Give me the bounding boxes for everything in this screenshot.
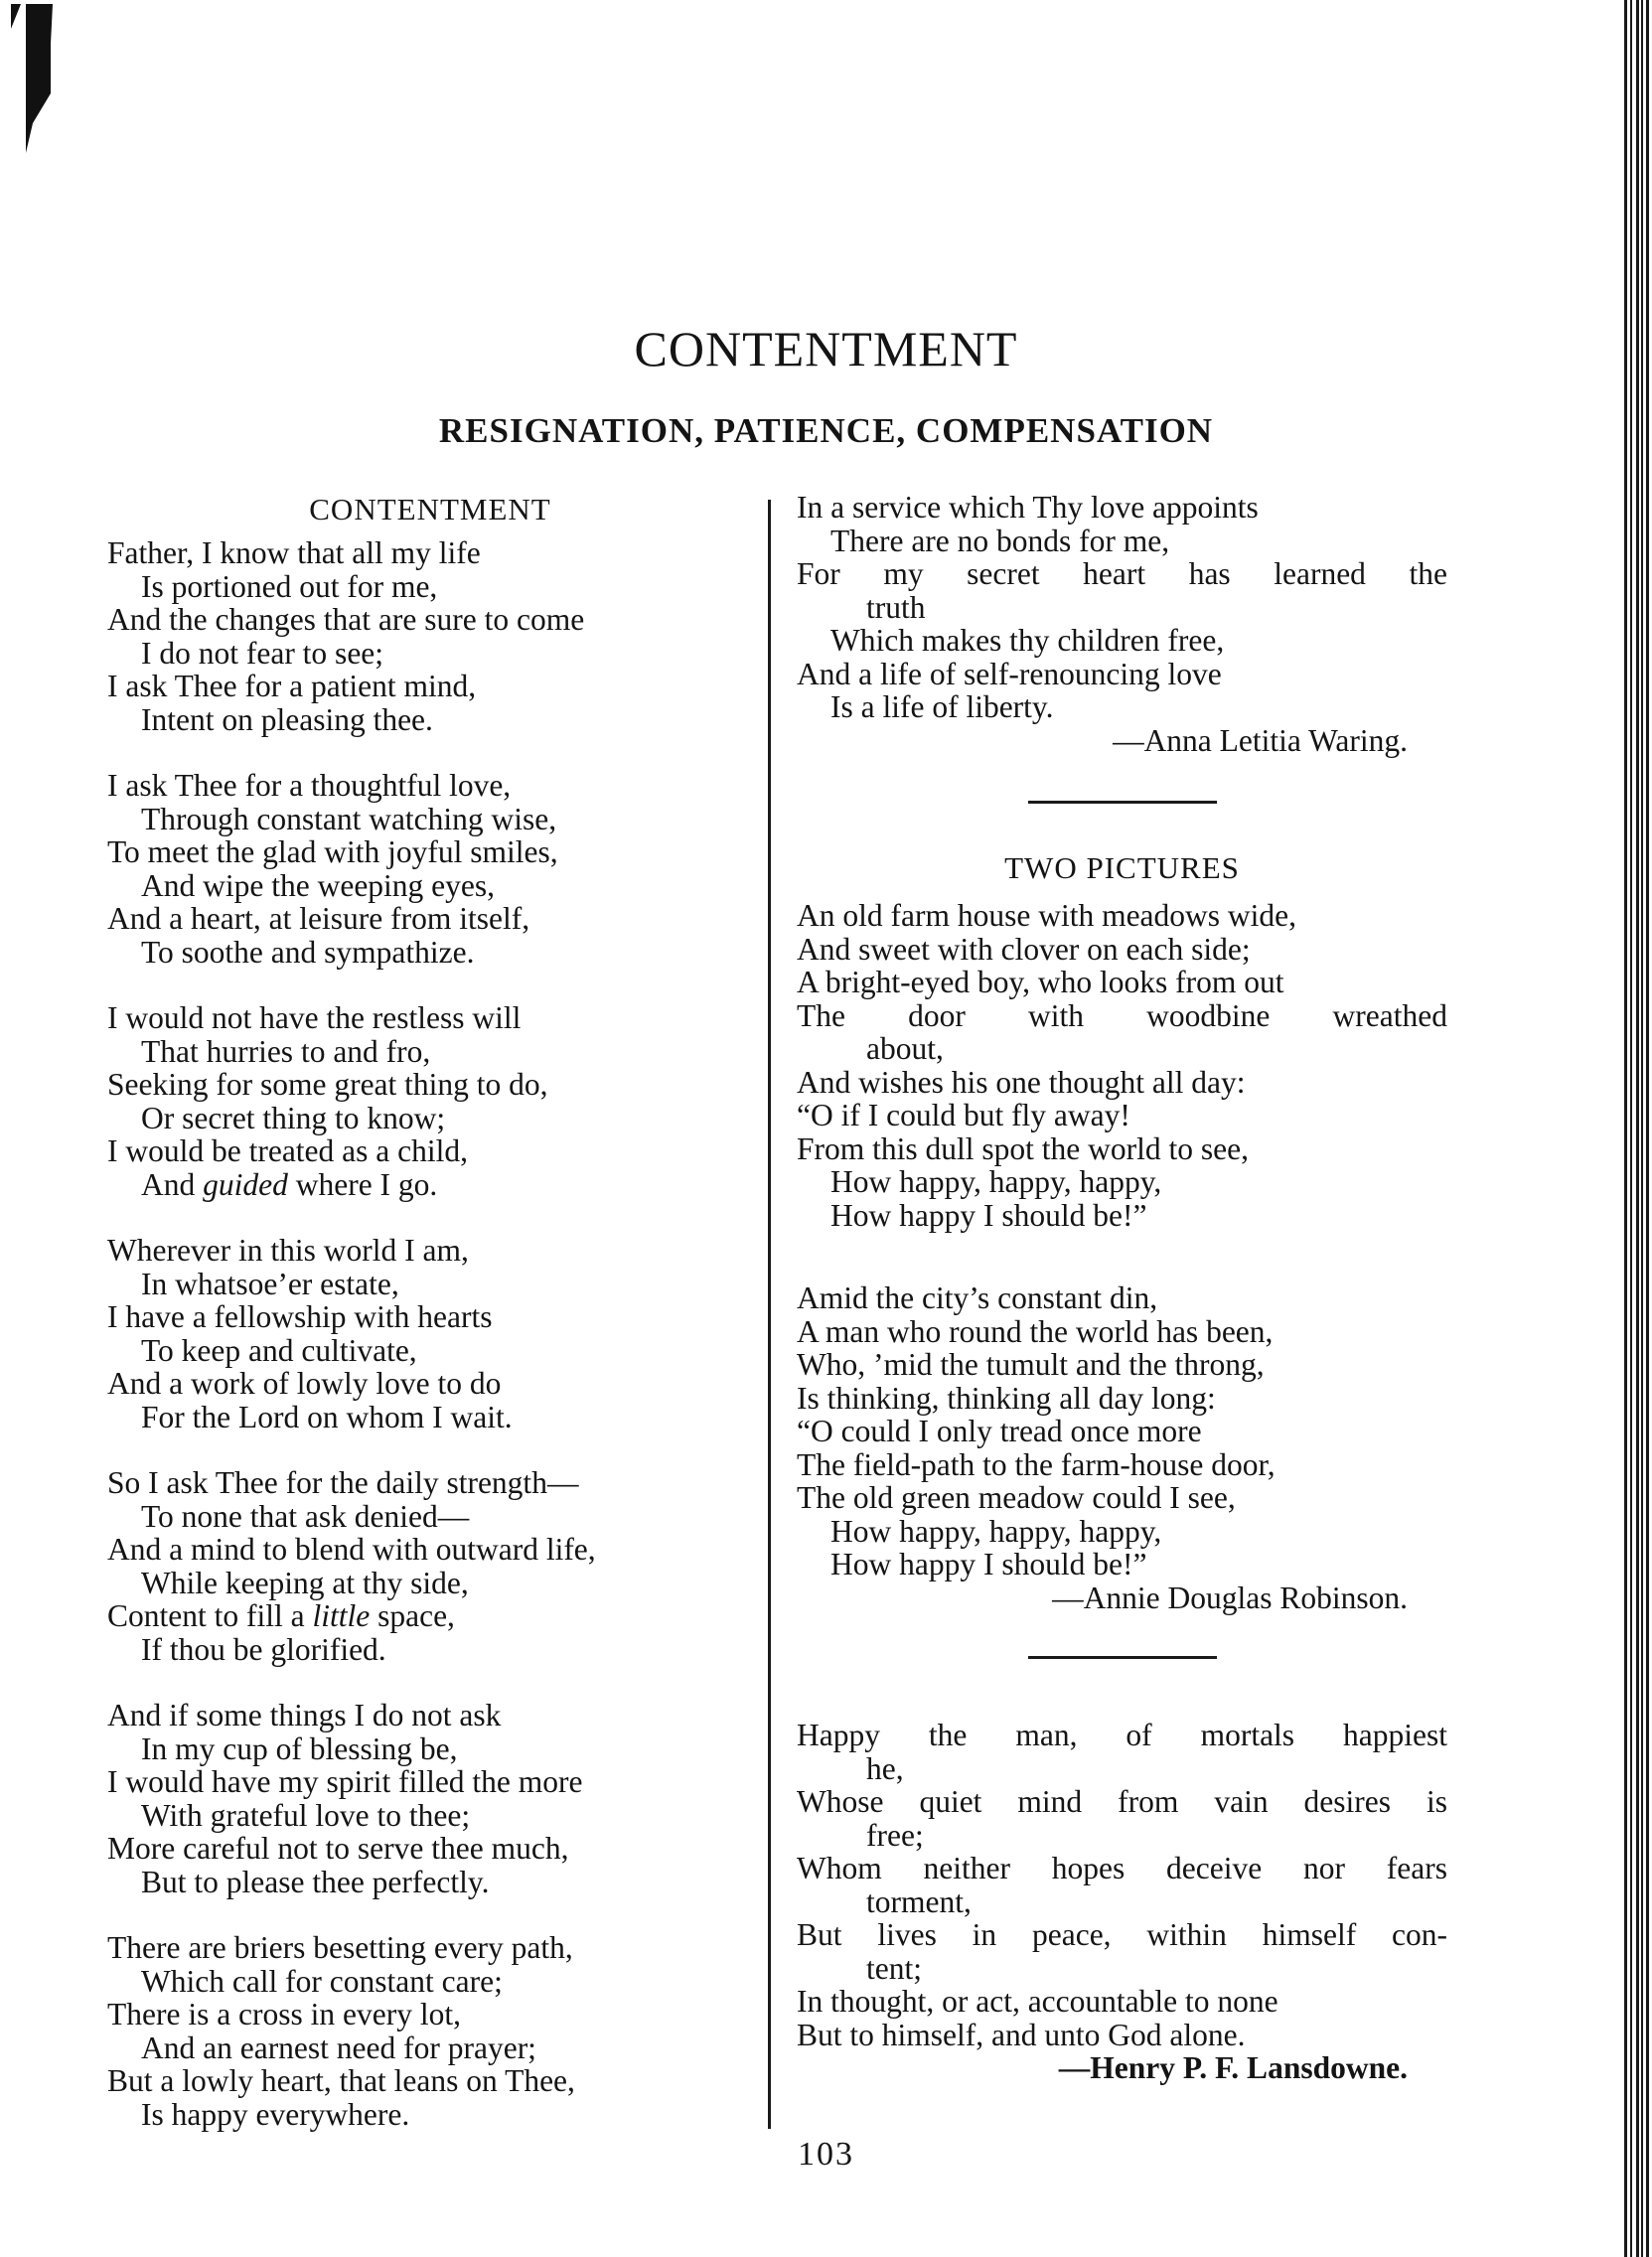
poem-line: I ask Thee for a patient mind, <box>107 669 477 703</box>
poem-line: Happy the man, of mortals happiest <box>797 1718 1447 1752</box>
poem-line: In my cup of blessing be, <box>141 1730 458 1766</box>
poem-line: A bright-eyed boy, who looks from out <box>797 965 1284 999</box>
poem-line: Through constant watching wise, <box>141 801 557 836</box>
line-rest: space, <box>377 1598 455 1633</box>
poem-line: The door with woodbine wreathed <box>797 997 1447 1033</box>
stanza <box>107 536 753 736</box>
poem-line: In a service which Thy love appoints <box>797 490 1259 525</box>
poem-line: To meet the glad with joyful smiles, <box>107 834 558 869</box>
page-title: CONTENTMENT <box>634 321 1018 376</box>
italic-word: guided <box>203 1166 288 1202</box>
poem-line: free; <box>866 1817 924 1853</box>
poem-line: Wherever in this world I am, <box>107 1233 469 1268</box>
poem-line: So I ask Thee for the daily strength— <box>107 1465 579 1500</box>
poem-line: “O could I only tread once more <box>797 1414 1202 1448</box>
poem-line: For my secret heart has learned the <box>797 556 1447 591</box>
section-rule <box>1028 1656 1217 1659</box>
poem-line: Is portioned out for me, <box>141 568 438 604</box>
stanza <box>107 1001 753 1201</box>
poem-line: In thought, or act, accountable to none <box>797 1984 1278 2019</box>
poem-line: Father, I know that all my life <box>107 535 481 570</box>
poem-line: How happy, happy, happy, <box>830 1513 1162 1549</box>
poem-line: A man who round the world has been, <box>797 1313 1274 1349</box>
poem-line: And sweet with clover on each side; <box>797 931 1251 967</box>
line-start: Content to fill a <box>107 1598 305 1633</box>
poem-line: While keeping at thy side, <box>141 1565 469 1600</box>
poem-line: I have a fellowship with hearts <box>107 1299 493 1334</box>
line-rest: where I go. <box>295 1166 438 1202</box>
poem-line: There are no bonds for me, <box>830 523 1170 558</box>
poem-line: But lives in peace, within himself con- <box>797 1917 1447 1952</box>
poem-line: And a life of self-renouncing love <box>797 656 1222 691</box>
poem-title-two-pictures: TWO PICTURES <box>1004 850 1240 885</box>
poem-line: And wipe the weeping eyes, <box>141 867 496 903</box>
right-column <box>797 491 1447 2085</box>
poem-line: Is thinking, thinking all day long: <box>797 1380 1216 1416</box>
column-divider <box>768 500 771 2129</box>
poem-line: The old green meadow could I see, <box>797 1480 1236 1515</box>
poem-line: And a work of lowly love to do <box>107 1366 502 1401</box>
poem-line: With grateful love to thee; <box>141 1797 471 1833</box>
poem-line: I would have my spirit filled the more <box>107 1764 583 1799</box>
poem-line: Seeking for some great thing to do, <box>107 1067 548 1102</box>
poem-line: Intent on pleasing thee. <box>141 701 433 737</box>
poem-line: I would be treated as a child, <box>107 1133 468 1168</box>
poem-line: More careful not to serve thee much, <box>107 1831 569 1866</box>
poem-line: And wishes his one thought all day: <box>797 1064 1246 1100</box>
poem-line: But a lowly heart, that leans on Thee, <box>107 2063 575 2098</box>
poem-line: Whom neither hopes deceive nor fears <box>797 1851 1447 1885</box>
poem-line: Who, ’mid the tumult and the throng, <box>797 1347 1265 1382</box>
poem-line: There is a cross in every lot, <box>107 1997 462 2031</box>
poem-line: Amid the city’s constant din, <box>797 1280 1158 1315</box>
poem-line: Is happy everywhere. <box>141 2096 410 2132</box>
stanza <box>797 1719 1447 2085</box>
poem-line: The field-path to the farm-house door, <box>797 1446 1276 1482</box>
poem-title-contentment: CONTENTMENT <box>309 492 551 527</box>
poem-line: tent; <box>866 1950 922 1986</box>
poem-line: To none that ask denied— <box>141 1498 470 1534</box>
stanza <box>107 1931 753 2131</box>
stanza <box>797 899 1447 1232</box>
attribution: —Henry P. F. Lansdowne. <box>1058 2050 1408 2085</box>
poem-line <box>107 1599 753 1633</box>
stanza <box>107 1466 753 1666</box>
poem-line: There are briers besetting every path, <box>107 1930 573 1965</box>
stanza <box>797 1281 1447 1614</box>
poem-line: torment, <box>866 1883 972 1919</box>
poem-line: For the Lord on whom I wait. <box>141 1399 513 1434</box>
stanza <box>107 769 753 969</box>
poem-line: Which makes thy children free, <box>830 623 1225 658</box>
poem-line: he, <box>866 1750 904 1786</box>
stanza-continuation <box>797 491 1447 757</box>
poem-line: An old farm house with meadows wide, <box>797 898 1297 933</box>
poem-line: How happy I should be!” <box>830 1197 1147 1233</box>
poem-line: That hurries to and fro, <box>141 1033 431 1069</box>
poem-line: I do not fear to see; <box>141 635 384 671</box>
italic-word: little <box>312 1598 371 1633</box>
poem-line: Or secret thing to know; <box>141 1100 446 1135</box>
poem-line: truth <box>866 589 926 625</box>
attribution: —Annie Douglas Robinson. <box>1052 1580 1408 1615</box>
stanza <box>107 1699 753 1898</box>
poem-line: And if some things I do not ask <box>107 1698 502 1732</box>
poem-line: And a mind to blend with outward life, <box>107 1532 596 1567</box>
poem-line: And the changes that are sure to come <box>107 602 585 637</box>
page-subtitle: RESIGNATION, PATIENCE, COMPENSATION <box>438 411 1214 450</box>
poem-line: To keep and cultivate, <box>141 1332 417 1368</box>
poem-line: How happy I should be!” <box>830 1547 1147 1581</box>
poem-line: And a heart, at leisure from itself, <box>107 901 530 936</box>
poem-line: I ask Thee for a thoughtful love, <box>107 768 512 803</box>
poem-line: But to himself, and unto God alone. <box>797 2017 1246 2052</box>
poem-line: Is a life of liberty. <box>830 689 1054 724</box>
poem-line: In whatsoe’er estate, <box>141 1266 399 1301</box>
poem-line: From this dull spot the world to see, <box>797 1130 1249 1166</box>
poem-line: about, <box>866 1031 944 1066</box>
section-rule <box>1028 801 1217 804</box>
poem-line: How happy, happy, happy, <box>830 1164 1162 1199</box>
poem-line: If thou be glorified. <box>141 1631 386 1667</box>
poem-line <box>107 1168 753 1202</box>
poem-line: And an earnest need for prayer; <box>141 2030 536 2065</box>
left-column <box>107 491 753 2164</box>
poem-line: Whose quiet mind from vain desires is <box>797 1784 1447 1819</box>
stanza <box>107 1234 753 1433</box>
poem-line: To soothe and sympathize. <box>141 934 475 970</box>
scan-edge-mark-icon <box>11 4 55 213</box>
poem-line: “O if I could but fly away! <box>797 1098 1130 1132</box>
line-word: And <box>141 1166 196 1202</box>
poem-line: Which call for constant care; <box>141 1963 503 1999</box>
poem-line: I would not have the restless will <box>107 1000 522 1035</box>
attribution: —Anna Letitia Waring. <box>1113 722 1408 758</box>
page-number: 103 <box>798 2136 854 2173</box>
poem-line: But to please thee perfectly. <box>141 1864 490 1899</box>
